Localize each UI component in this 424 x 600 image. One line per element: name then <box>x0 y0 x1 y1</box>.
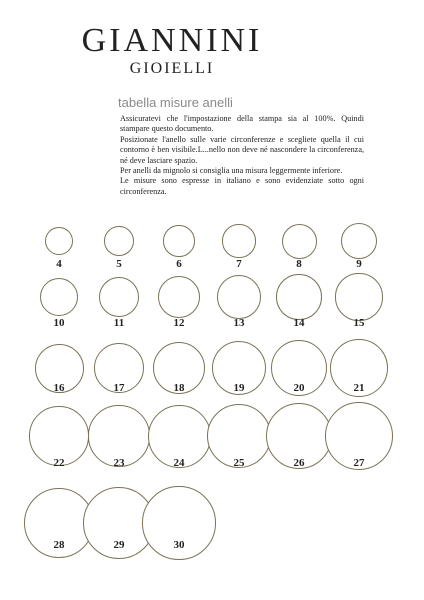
ring-size-label: 24 <box>173 457 185 469</box>
ring-circle <box>40 278 79 317</box>
ring-size-label: 29 <box>113 539 125 551</box>
ring-size-label: 4 <box>56 258 62 270</box>
brand-subtitle: GIOIELLI <box>129 60 215 77</box>
section-title: tabella misure anelli <box>118 95 233 110</box>
ring-size-label: 28 <box>53 539 65 551</box>
ring-size-label: 10 <box>53 317 65 329</box>
instruction-line: Assicuratevi che l'impostazione della stampa sia al 100%. Quindi stampare questo documento. <box>120 114 364 134</box>
ring-size-label: 8 <box>296 258 302 270</box>
ring-circle <box>335 273 382 320</box>
ring-size-label: 21 <box>353 382 365 394</box>
ring-circle <box>158 276 200 318</box>
ring-size-label: 22 <box>53 457 65 469</box>
ring-size-label: 15 <box>353 317 365 329</box>
ring-size-label: 23 <box>113 457 125 469</box>
ring-size-label: 30 <box>173 539 185 551</box>
ring-size-label: 12 <box>173 317 185 329</box>
brand-header <box>0 22 344 78</box>
ring-circle <box>163 225 195 257</box>
ring-circle <box>104 226 134 256</box>
ring-size-label: 5 <box>116 258 122 270</box>
ring-size-label: 17 <box>113 382 125 394</box>
ring-circle <box>282 224 317 259</box>
instruction-line: Posizionate l'anello sulle varie circonferenze e scegliete quella il cui contorno è ben visibile.L...nello non deve né nascondere la circonferenza, né deve lasciare spazio. <box>120 134 364 165</box>
brand-name: GIANNINI <box>81 22 263 59</box>
ring-size-label: 6 <box>176 258 182 270</box>
ring-size-label: 27 <box>353 457 365 469</box>
ring-size-label: 19 <box>233 382 245 394</box>
ring-size-label: 25 <box>233 457 245 469</box>
ring-size-label: 14 <box>293 317 305 329</box>
ring-size-label: 7 <box>236 258 242 270</box>
ring-circle <box>45 227 73 255</box>
ring-circle <box>99 277 139 317</box>
ring-circle <box>217 275 261 319</box>
ring-size-label: 9 <box>356 258 362 270</box>
ring-size-label: 16 <box>53 382 65 394</box>
ring-circle <box>276 274 322 320</box>
ring-size-label: 26 <box>293 457 305 469</box>
ring-size-label: 18 <box>173 382 185 394</box>
instruction-line: Per anelli da mignolo si consiglia una misura leggermente inferiore. <box>120 166 343 176</box>
ring-size-label: 11 <box>113 317 125 329</box>
instruction-line: Le misure sono espresse in italiano e sono evidenziate sotto ogni circonferenza. <box>120 176 364 196</box>
ring-circle <box>341 223 378 260</box>
ring-size-label: 20 <box>293 382 305 394</box>
ring-size-label: 13 <box>233 317 245 329</box>
ring-circle <box>222 224 255 257</box>
instructions-text <box>120 114 364 197</box>
